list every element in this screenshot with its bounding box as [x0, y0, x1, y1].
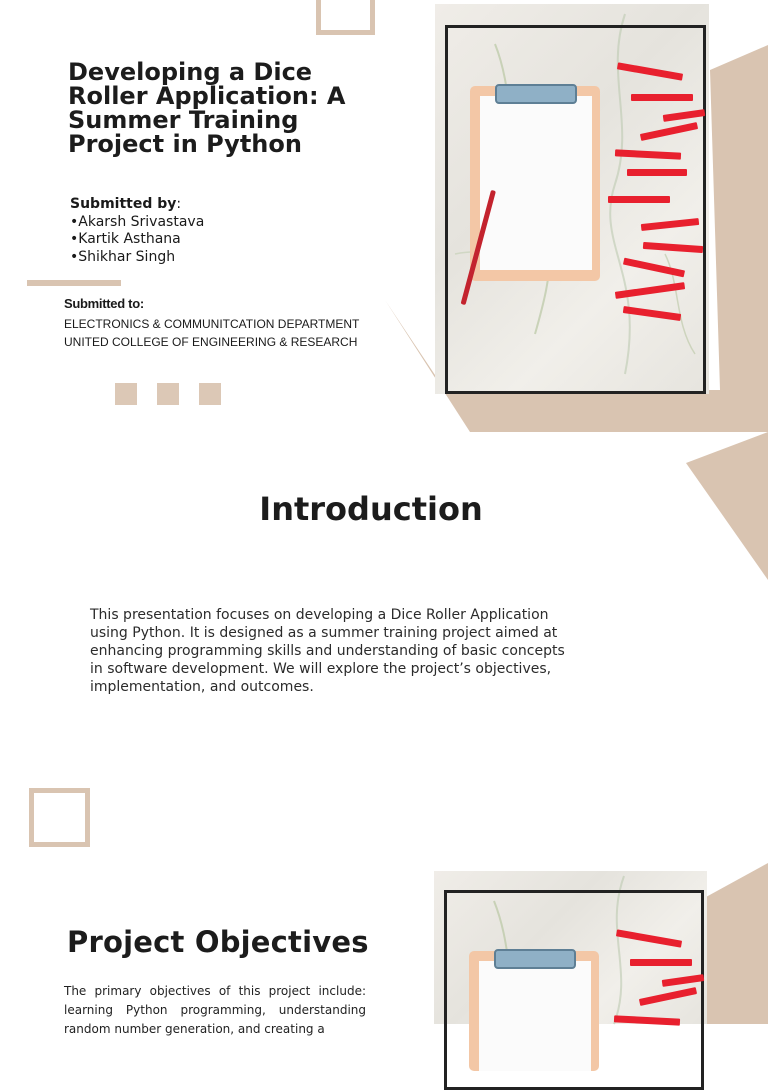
objectives-slide: [0, 767, 768, 1036]
decor-square: [115, 383, 137, 405]
divider-bar: [27, 280, 121, 286]
member-name: •Kartik Asthana: [70, 231, 181, 247]
decor-square: [199, 383, 221, 405]
intro-paragraph: This presentation focuses on developing a Dice Roller Application using Python. It is designed as a summer training project aimed at enhancing programming skills and understanding of basic concepts in software development. We will explore the project’s objectives, implementation, and outcomes.: [90, 607, 565, 695]
decor-square: [157, 383, 179, 405]
institution-block: [64, 315, 359, 351]
member-name: •Akarsh Srivastava: [70, 213, 205, 230]
submitted-by-label: Submitted by: [70, 196, 177, 212]
member-name: •Shikhar Singh: [70, 248, 176, 265]
presentation-title: Developing a Dice Roller Application: A Summer Training Project in Python: [68, 58, 346, 158]
college-name: UNITED COLLEGE OF ENGINEERING & RESEARCH: [64, 335, 358, 349]
objectives-paragraph: The primary objectives of this project include: learning Python programming, understanding random number generation, and creating a: [64, 984, 366, 1036]
slide-title: Project Objectives: [67, 925, 369, 959]
clip-icon: [494, 949, 576, 969]
background-shapes: [0, 432, 768, 767]
department-name: ELECTRONICS & COMMUNITCATION DEPARTMENT: [64, 317, 360, 331]
decor-outline-square: [29, 788, 90, 847]
decor-outline-square: [316, 0, 375, 35]
submitted-to-label: Submitted to:: [64, 296, 144, 311]
title-slide: [0, 0, 768, 432]
submitted-by-block: Submitted by: •Akarsh Srivastava •Kartik Asthana •Shikhar Singh: [70, 196, 205, 265]
accent-polygon: [706, 863, 768, 1024]
clip-icon: [495, 84, 577, 104]
introduction-slide: [0, 432, 768, 767]
clipboard-photo: [434, 871, 707, 1024]
clipboard-photo: [435, 4, 709, 394]
slide-title: Introduction: [259, 490, 483, 528]
